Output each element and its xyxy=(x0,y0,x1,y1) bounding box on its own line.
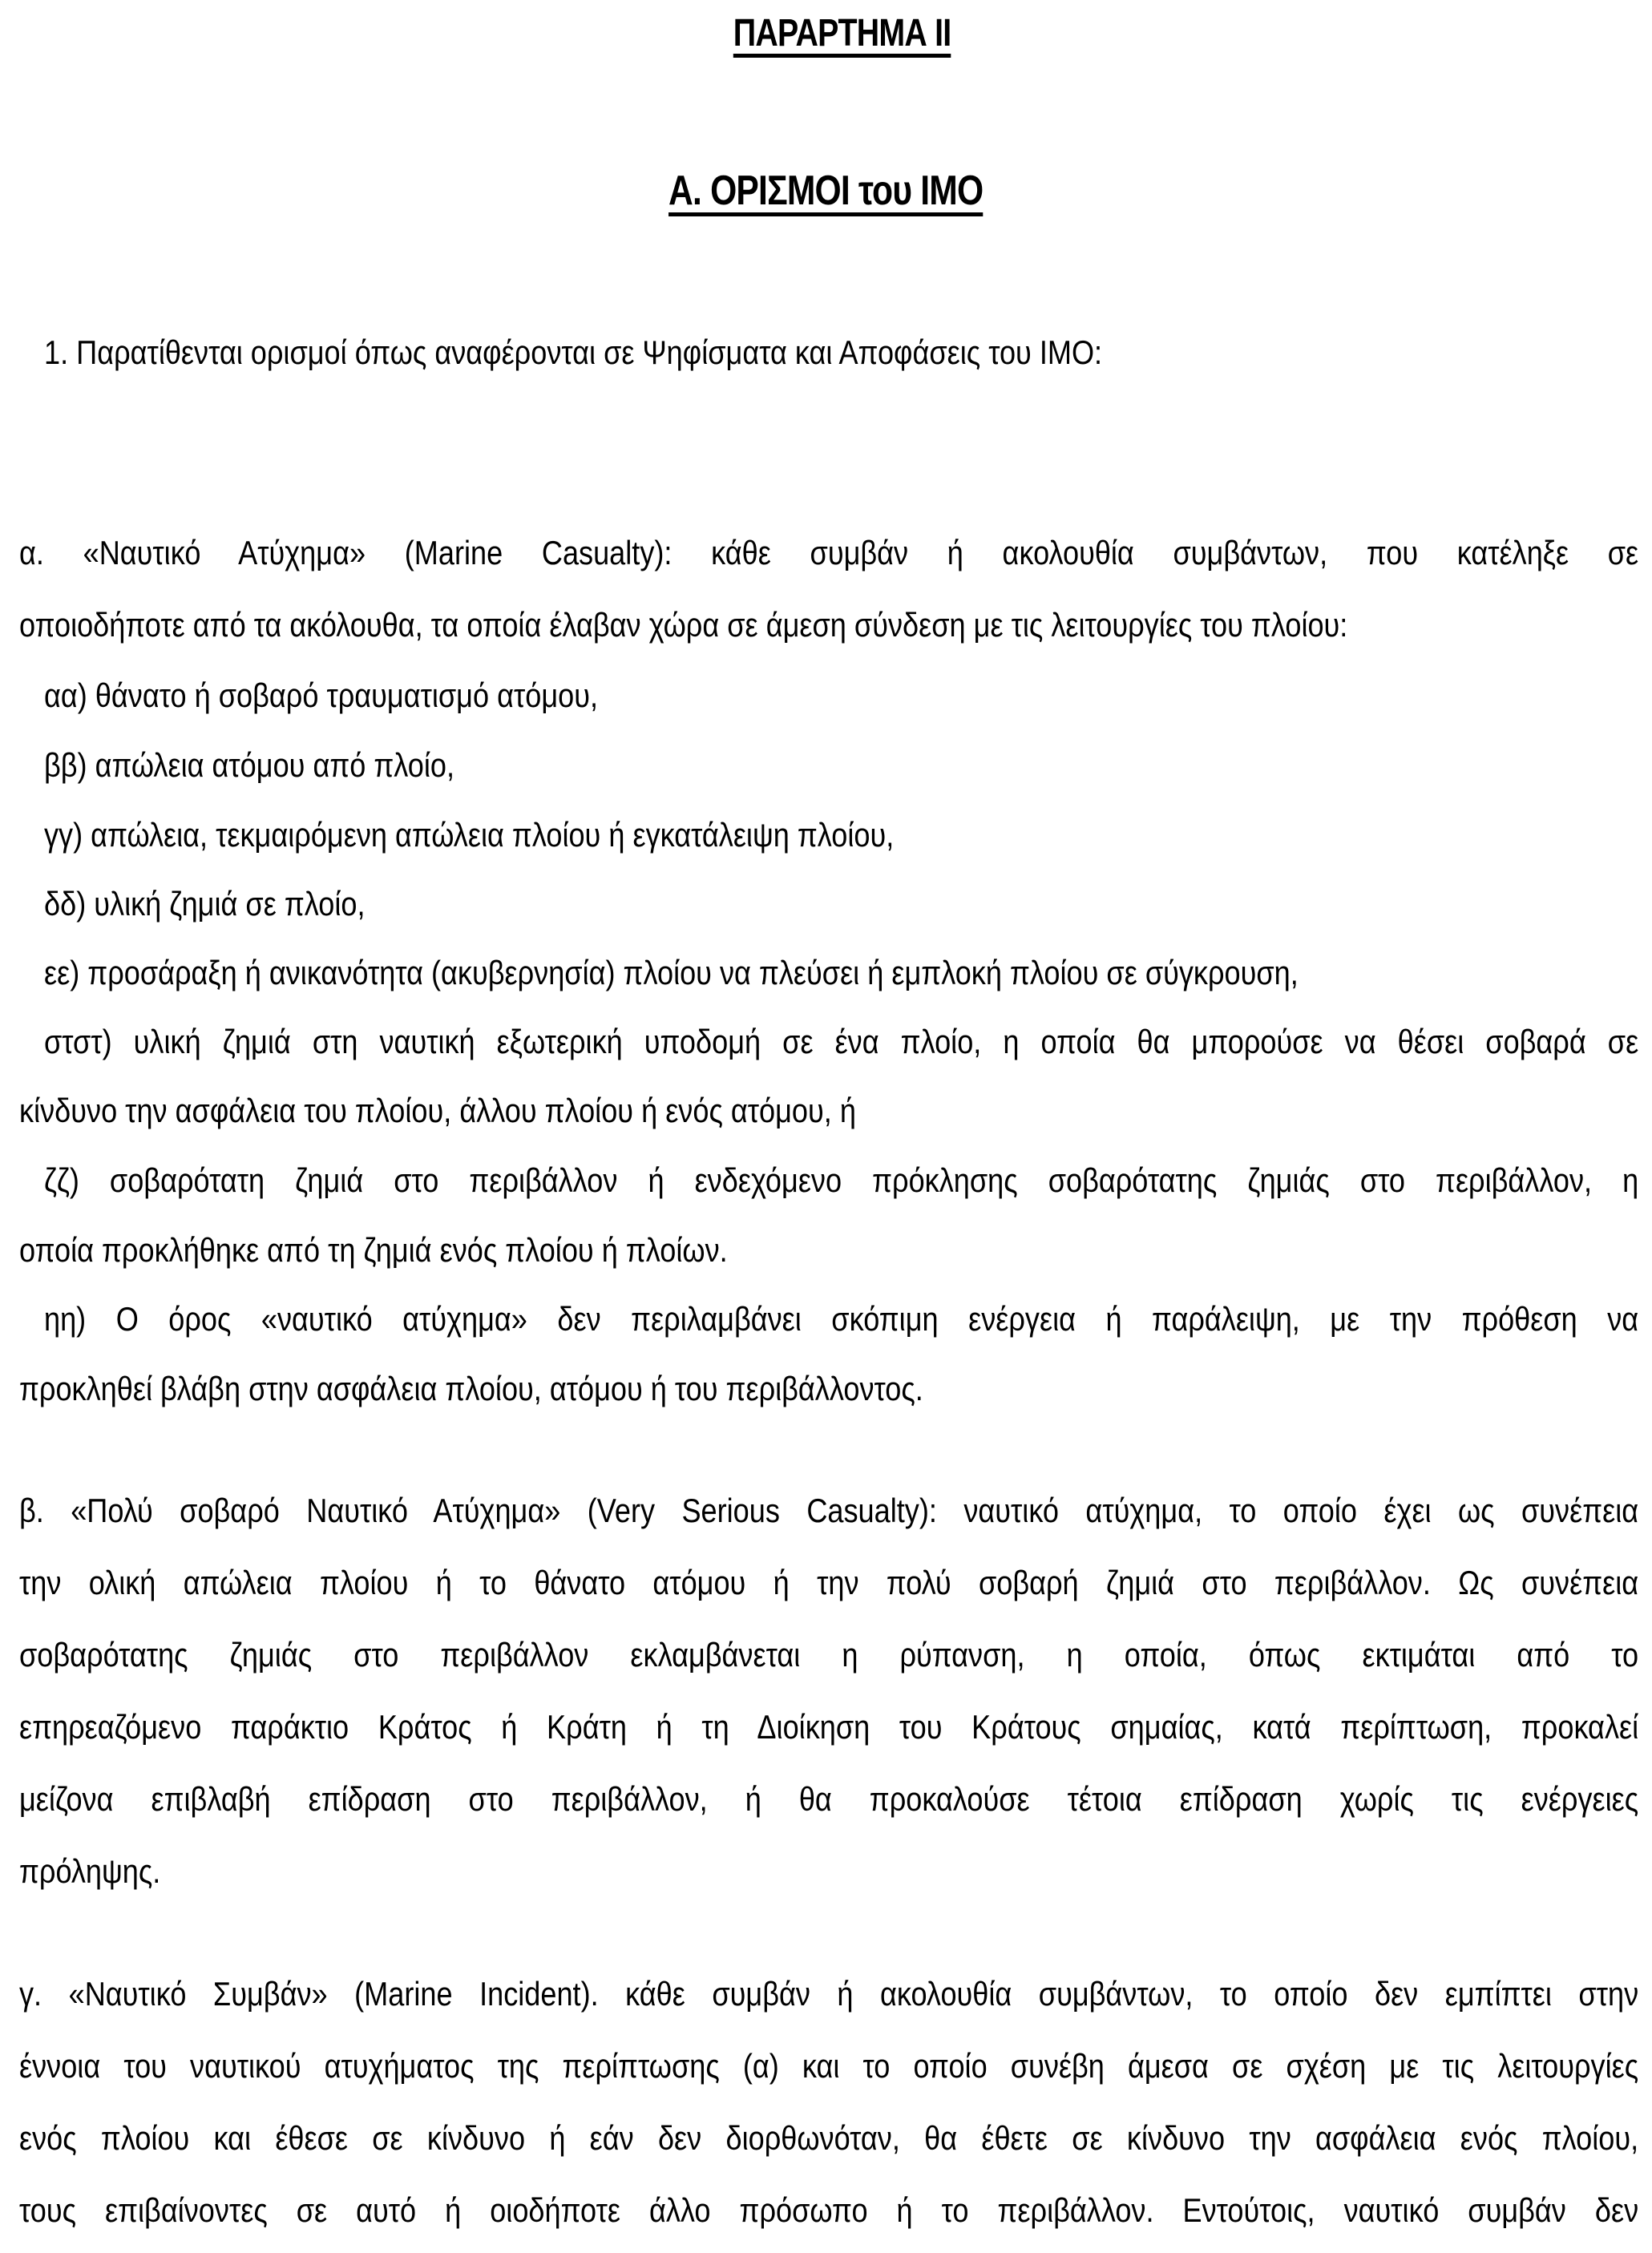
definition-b-line: την ολική απώλεια πλοίου ή το θάνατο ατόμου ή την πολύ σοβαρή ζημιά στο περιβάλλον. Ως συνέπεια xyxy=(19,1564,1639,1601)
section-title-text: Α. ΟΡΙΣΜΟΙ του ΙΜΟ xyxy=(668,168,984,214)
definition-a-item: εε) προσάραξη ή ανικανότητα (ακυβερνησία) πλοίου να πλεύσει ή εμπλοκή πλοίου σε σύγκρουση, xyxy=(44,954,1299,991)
definition-a-line: οποιοδήποτε από τα ακόλουθα, τα οποία έλαβαν χώρα σε άμεση σύνδεση με τις λειτουργίες του πλοίου: xyxy=(19,606,1348,644)
definition-b-line: μείζονα επιβλαβή επίδραση στο περιβάλλον, ή θα προκαλούσε τέτοια επίδραση χωρίς τις ενέργειες xyxy=(19,1780,1639,1818)
definition-b-line: σοβαρότατης ζημιάς στο περιβάλλον εκλαμβάνεται η ρύπανση, η οποία, όπως εκτιμάται από το xyxy=(19,1636,1639,1674)
definition-c-line: ενός πλοίου και έθεσε σε κίνδυνο ή εάν δεν διορθωνόταν, θα έθετε σε κίνδυνο την ασφάλεια ενός πλοίου, xyxy=(19,2119,1639,2157)
definition-a-item: δδ) υλική ζημιά σε πλοίο, xyxy=(44,885,366,923)
definition-a-item-continued: κίνδυνο την ασφάλεια του πλοίου, άλλου πλοίου ή ενός ατόμου, ή xyxy=(19,1092,856,1129)
definition-a-item: ββ) απώλεια ατόμου από πλοίο, xyxy=(44,746,455,784)
annex-title-text: ΠΑΡΑΡΤΗΜΑ ΙΙ xyxy=(733,12,951,55)
definition-c-line: γ. «Ναυτικό Συμβάν» (Marine Incident). κάθε συμβάν ή ακολουθία συμβάντων, το οποίο δεν εμπίπτει στην xyxy=(19,1975,1639,2013)
definition-a-item: γγ) απώλεια, τεκμαιρόμενη απώλεια πλοίου ή εγκατάλειψη πλοίου, xyxy=(44,816,895,854)
definition-a-item: ζζ) σοβαρότατη ζημιά στο περιβάλλον ή ενδεχόμενο πρόκλησης σοβαρότατης ζημιάς στο περιβάλλον, η xyxy=(44,1161,1639,1199)
section-title xyxy=(0,167,1652,215)
definition-c-line: τους επιβαίνοντες σε αυτό ή οιοδήποτε άλλο πρόσωπο ή το περιβάλλον. Εντούτοις, ναυτικό συμβάν δεν xyxy=(19,2191,1639,2229)
definition-c-line: έννοια του ναυτικού ατυχήματος της περίπτωσης (α) και το οποίο συνέβη άμεσα σε σχέση με τις λειτουργίες xyxy=(19,2047,1639,2085)
intro-paragraph: 1. Παρατίθενται ορισμοί όπως αναφέρονται σε Ψηφίσματα και Αποφάσεις του ΙΜΟ: xyxy=(44,333,1103,371)
definition-a-item-continued: οποία προκλήθηκε από τη ζημιά ενός πλοίου ή πλοίων. xyxy=(19,1231,728,1269)
definition-a-item: στστ) υλική ζημιά στη ναυτική εξωτερική υποδομή σε ένα πλοίο, η οποία θα μπορούσε να θέσει σοβαρά σε xyxy=(44,1023,1639,1060)
annex-title xyxy=(16,11,1652,55)
definition-b-line: επηρεαζόμενο παράκτιο Κράτος ή Κράτη ή τη Διοίκηση του Κράτους σημαίας, κατά περίπτωση, προκαλεί xyxy=(19,1708,1639,1746)
definition-b-line: πρόληψης. xyxy=(19,1852,161,1890)
definition-a-exclusion: ηη) Ο όρος «ναυτικό ατύχημα» δεν περιλαμβάνει σκόπιμη ενέργεια ή παράλειψη, με την πρόθεση να xyxy=(44,1300,1639,1338)
definition-a-item: αα) θάνατο ή σοβαρό τραυματισμό ατόμου, xyxy=(44,676,599,714)
definition-a-exclusion-continued: προκληθεί βλάβη στην ασφάλεια πλοίου, ατόμου ή του περιβάλλοντος. xyxy=(19,1370,923,1407)
definition-b-line: β. «Πολύ σοβαρό Ναυτικό Ατύχημα» (Very Serious Casualty): ναυτικό ατύχημα, το οποίο έχει ως συνέπεια xyxy=(19,1492,1639,1529)
definition-a-line: α. «Ναυτικό Ατύχημα» (Marine Casualty): κάθε συμβάν ή ακολουθία συμβάντων, που κατέληξε σε xyxy=(19,534,1639,571)
